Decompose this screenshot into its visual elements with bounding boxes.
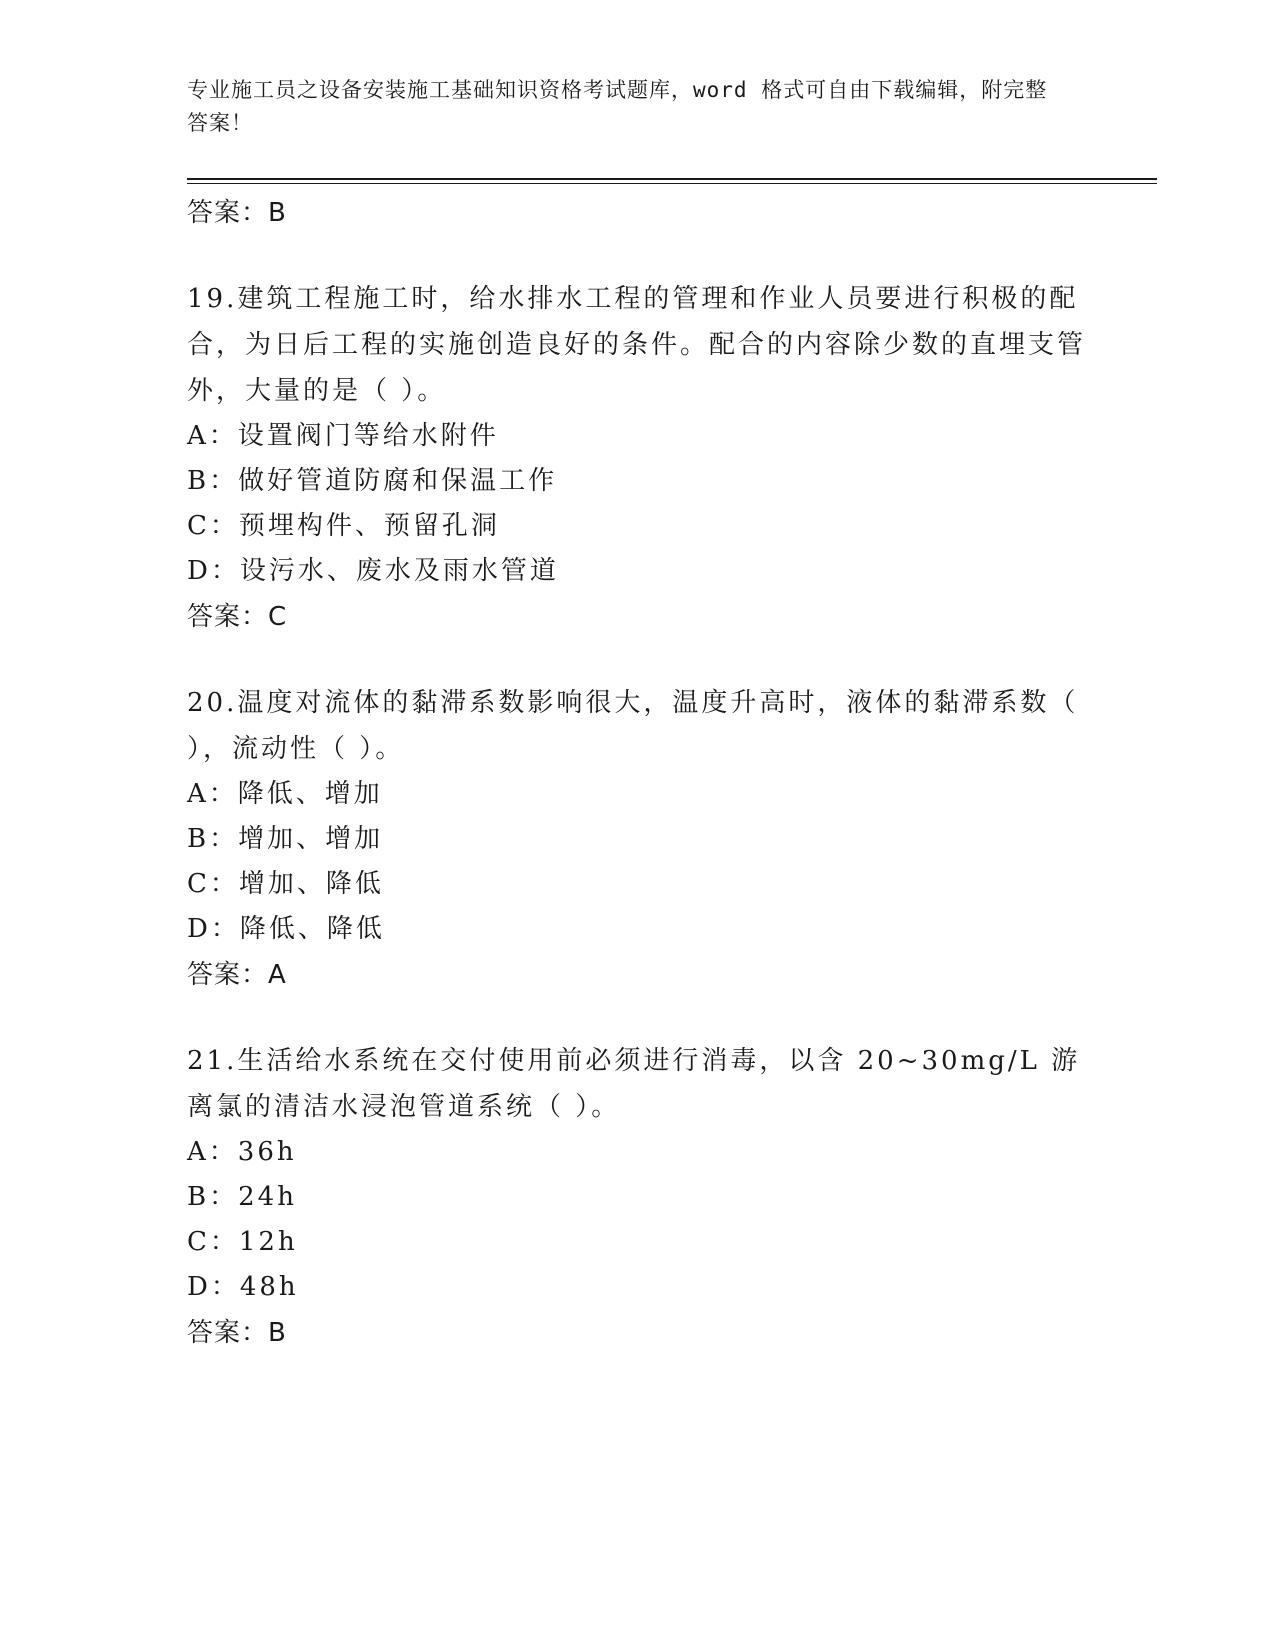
question-text: 19.建筑工程施工时，给水排水工程的管理和作业人员要进行积极的配合，为日后工程的实施创造良好的条件。配合的内容除少数的直埋支管外，大量的是（ ）。 <box>187 284 1087 406</box>
option-b: B：做好管道防腐和保温工作 <box>187 466 558 496</box>
option-a: A：降低、增加 <box>187 779 383 809</box>
question-answer: 答案：A <box>187 960 287 990</box>
header-divider-thin <box>187 183 1157 184</box>
header-divider-thick <box>187 178 1157 180</box>
option-b: B：24h <box>187 1182 297 1212</box>
option-c: C：12h <box>187 1227 298 1257</box>
question-text: 21.生活给水系统在交付使用前必须进行消毒，以含 20~30mg/L 游离氯的清洁水浸泡管道系统（ ）。 <box>187 1046 1081 1122</box>
option-c: C：预埋构件、预留孔洞 <box>187 511 500 541</box>
previous-answer: 答案：B <box>187 198 287 228</box>
question-content <box>187 190 1087 1356</box>
option-b: B：增加、增加 <box>187 824 384 854</box>
question-21 <box>187 1038 1087 1356</box>
option-d: D：降低、降低 <box>187 914 385 944</box>
question-19 <box>187 276 1087 640</box>
question-answer: 答案：B <box>187 1318 287 1348</box>
document-header: 专业施工员之设备安装施工基础知识资格考试题库，word 格式可自由下载编辑，附完整答案！ <box>187 78 1048 135</box>
option-a: A：36h <box>187 1137 297 1167</box>
question-answer: 答案：C <box>187 602 288 632</box>
option-d: D：设污水、废水及雨水管道 <box>187 556 559 586</box>
option-d: D：48h <box>187 1272 299 1302</box>
option-a: A：设置阀门等给水附件 <box>187 421 499 451</box>
question-text: 20.温度对流体的黏滞系数影响很大，温度升高时，液体的黏滞系数（ ），流动性（ ）。 <box>187 688 1079 764</box>
option-c: C：增加、降低 <box>187 869 384 899</box>
question-20 <box>187 680 1087 998</box>
